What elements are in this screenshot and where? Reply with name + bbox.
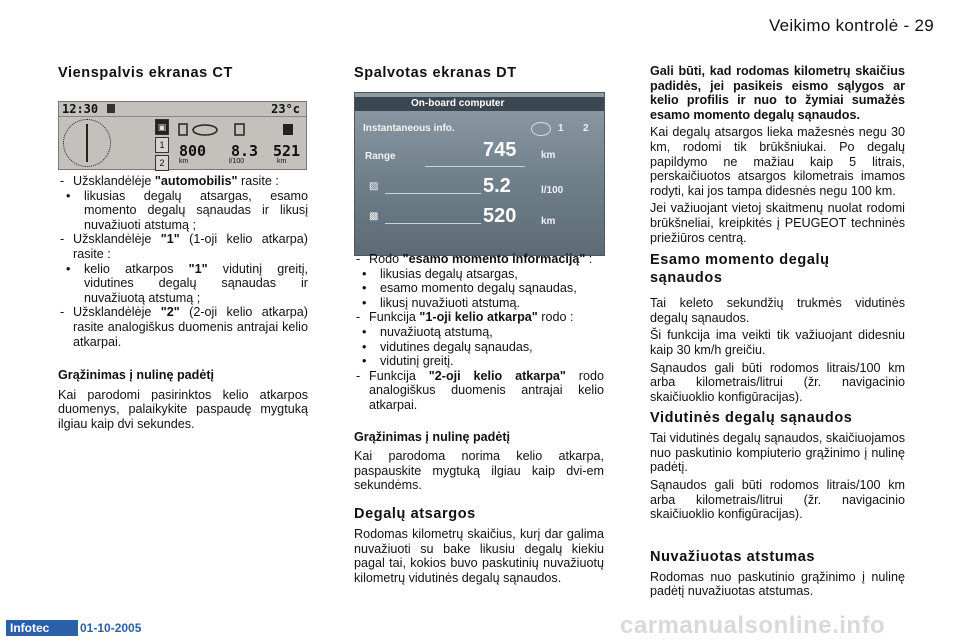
fuel-text: Rodomas kilometrų skaičius, kurį dar galima nuvažiuoti su bake likusiu degalų kiekiu pagal tai, kokios buvo paskutinių nuvažiuotų kilometrų vidutinės degalų sąnaudos. [354, 526, 604, 585]
dt-range-value: 745 [483, 139, 517, 161]
ct-icon-row [177, 122, 297, 138]
ct-consumption-icon [235, 124, 244, 135]
dt-divider [385, 223, 481, 224]
paragraph: Rodomas nuo paskutinio grąžinimo į nulinę padėtį nuvažiuotas atstumas. [650, 569, 905, 599]
reset-text: Kai parodomi pasirinktos kelio atkarpos duomenys, palaikykite paspaudę mygtuką ilgiau kaip dvi sekundes. [58, 387, 308, 431]
dt-row-instant [363, 123, 596, 134]
list-item: - Užsklandėlėje "automobilis" rasite : [60, 174, 279, 188]
dt-row1-n2: 2 [583, 123, 589, 134]
ct-tab-2: 2 [155, 155, 169, 171]
list-item: • likusias degalų atsargas, esamo momento degalų sąnaudas ir likusį nuvažiuoti atstumą ; [66, 188, 308, 232]
ct-pump-icon [179, 124, 187, 135]
ct-display-image [58, 101, 307, 170]
ct-status-bar [59, 102, 306, 117]
ct-value-3: 521 [273, 142, 301, 160]
list-item: • vidutines degalų sąnaudas, [362, 339, 533, 354]
ct-tab-1: 1 [155, 137, 169, 153]
ct-value-2: 8.3 [231, 142, 259, 160]
paragraph: Tai vidutinės degalų sąnaudos, skaičiuojamos nuo paskutinio kompiuterio grąžinimo į nulinę padėtį. [650, 431, 905, 475]
list-item: - Užsklandėlėje "1" (1-oji kelio atkarpa) rasite : [60, 232, 308, 261]
column-ct-body [58, 174, 308, 432]
instant-consumption-heading: Esamo momento degalų sąnaudos [650, 252, 830, 287]
section-heading-ct: Vienspalvis ekranas CT [58, 65, 233, 81]
dt-consumption-value: 5.2 [483, 175, 511, 197]
dt-car-icon [531, 122, 551, 136]
dt-divider [385, 193, 481, 194]
dt-row1-n1: 1 [558, 123, 564, 134]
list-item: - Užsklandėlėje "2" (2-oji kelio atkarpa) rasite analogiškus duomenis antrajai kelio atkarpai. [60, 305, 308, 349]
reset-text: Kai parodoma norima kelio atkarpa, paspauskite mygtuką ilgiau kaip dvi-em sekundėms. [354, 449, 604, 493]
dt-consumption-unit: l/100 [541, 185, 564, 196]
warning-text: Gali būti, kad rodomas kilometrų skaičius padidės, jei pasikeis eismo sąlygos ar kelio profilis ir nuo to žymiai sumažės esamo momento degalų sąnaudos. [650, 64, 905, 122]
watermark: carmanualsonline.info [620, 612, 886, 639]
average-consumption-heading: Vidutinės degalų sąnaudos [650, 410, 853, 427]
paragraph: Ši funkcija ima veikti tik važiuojant didesniu kaip 30 km/h greičiu. [650, 328, 905, 357]
reset-heading: Grąžinimas į nulinę padėtį [58, 368, 215, 383]
ct-value-1: 800 [179, 142, 207, 160]
list-item: • kelio atkarpos "1" vidutinį greitį, vidutines degalų sąnaudas ir nuvažiuotą atstumą ; [66, 261, 308, 305]
dt-title: On-board computer [355, 97, 604, 111]
paragraph: Kai degalų atsargos lieka mažesnės negu 30 km, rodomi tik brūkšniukai. Po degalų papildymo ne mažiau kaip 5 litrais, perskaičiuotos atsargos kilometrais imamos rodyti, kai jos tampa didesnės negu 100 km. [650, 125, 905, 198]
dt-distance-unit: km [541, 216, 556, 227]
column-info [650, 64, 905, 599]
dt-distance-value: 520 [483, 205, 517, 227]
list-item: • likusias degalų atsargas, [362, 266, 518, 281]
dt-range-unit: km [541, 150, 556, 161]
ct-tab-car-icon: ▣ [155, 119, 169, 135]
ct-clock-icon [63, 119, 111, 167]
list-item: • likusį nuvažiuoti atstumą. [362, 295, 520, 310]
dt-row1-label: Instantaneous info. [363, 123, 455, 134]
distance-heading: Nuvažiuotas atstumas [650, 548, 816, 565]
paragraph: Sąnaudos gali būti rodomos litrais/100 km arba kilometrais/litrui (žr. navigacinio skaičiuoklio konfigūracijas). [650, 478, 905, 522]
column-ct [58, 64, 308, 82]
dt-divider [425, 166, 525, 167]
list-item: • esamo momento degalų sąnaudas, [362, 281, 577, 296]
dt-row2-label: Range [365, 151, 396, 162]
ct-temperature: 23°c [271, 102, 300, 116]
column-dt [354, 64, 604, 82]
brand-logo: Infotec [6, 620, 78, 636]
fuel-heading: Degalų atsargos [354, 505, 476, 522]
dt-consumption-icon: ▨ [369, 181, 379, 192]
paragraph: Sąnaudos gali būti rodomos litrais/100 km arba kilometrais/litrui (žr. navigacinio skaičiuoklio konfigūracijas). [650, 360, 905, 404]
ct-time: 12:30 [62, 102, 99, 116]
section-heading-dt: Spalvotas ekranas DT [354, 65, 517, 81]
paragraph: Jei važiuojant vietoj skaitmenų nuolat rodomi brūkšneliai, kreipkitės į PEUGEOT techninės priežiūros centrą. [650, 201, 905, 245]
list-item: • nuvažiuotą atstumą, [362, 324, 493, 339]
list-item: - Funkcija "1-oji kelio atkarpa" rodo : [356, 310, 574, 325]
footer-date: 01-10-2005 [80, 621, 142, 635]
ct-unit-1: km [179, 158, 189, 165]
page-title: Veikimo kontrolė - 29 [768, 16, 934, 35]
ct-car-icon [193, 125, 217, 135]
list-item: - Rodo "esamo momento informaciją" : [356, 252, 593, 266]
dt-flag-icon: ▩ [369, 211, 379, 222]
list-item: • vidutinį greitį. [362, 354, 454, 369]
ct-tabs [155, 119, 167, 167]
reset-heading: Grąžinimas į nulinę padėtį [354, 429, 511, 444]
ct-fuel-icon [107, 104, 115, 113]
list-item: - Funkcija "2-oji kelio atkarpa" rodo analogiškus duomenis antrajai kelio atkarpai. [356, 368, 604, 412]
ct-unit-3: km [277, 158, 287, 165]
paragraph: Tai keleto sekundžių trukmės vidutinės degalų sąnaudos. [650, 296, 905, 325]
column-dt-body [354, 252, 604, 585]
ct-unit-2: l/100 [229, 158, 245, 165]
dt-display-image [354, 92, 605, 256]
ct-flag-icon [283, 124, 293, 135]
